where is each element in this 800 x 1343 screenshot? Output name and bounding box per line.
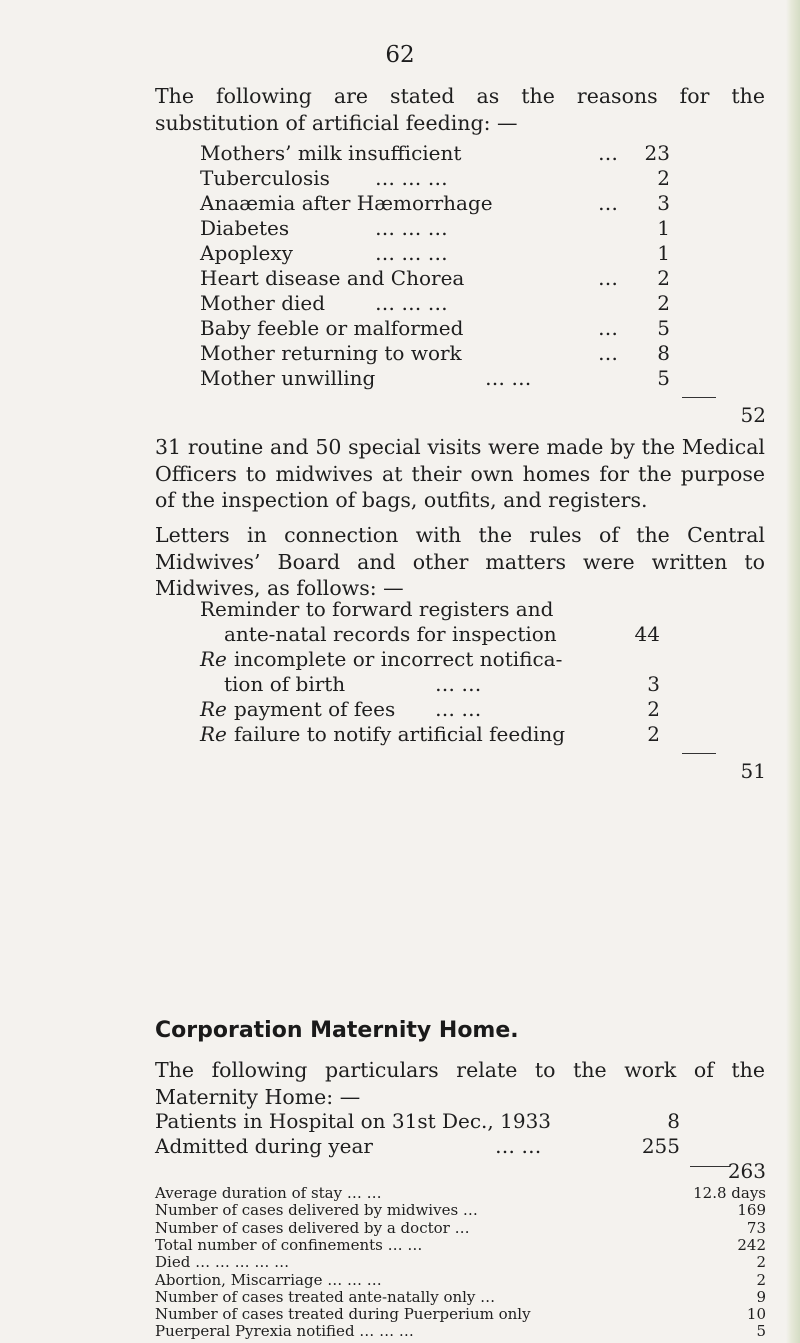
page-number: 62 <box>385 42 415 68</box>
visits-paragraph: 31 routine and 50 special visits were made by the Medical Officers to midwives at their own homes for the purpose of the inspection of bags, outfits, and registers. <box>155 435 765 512</box>
section-heading: Corporation Maternity Home. <box>155 1018 519 1043</box>
intro-paragraph: The following are stated as the reasons for the substitution of artificial feeding: — <box>155 84 765 135</box>
total-rule <box>682 753 716 754</box>
maternity-intro: The following particulars relate to the work of the Maternity Home: — <box>155 1058 765 1109</box>
page-edge <box>786 0 800 1343</box>
total-rule <box>690 1166 730 1167</box>
total-rule <box>682 397 716 398</box>
letters-paragraph: Letters in connection with the rules of the Central Midwives’ Board and other matters were written to Midwives, as follows: — <box>155 523 765 600</box>
